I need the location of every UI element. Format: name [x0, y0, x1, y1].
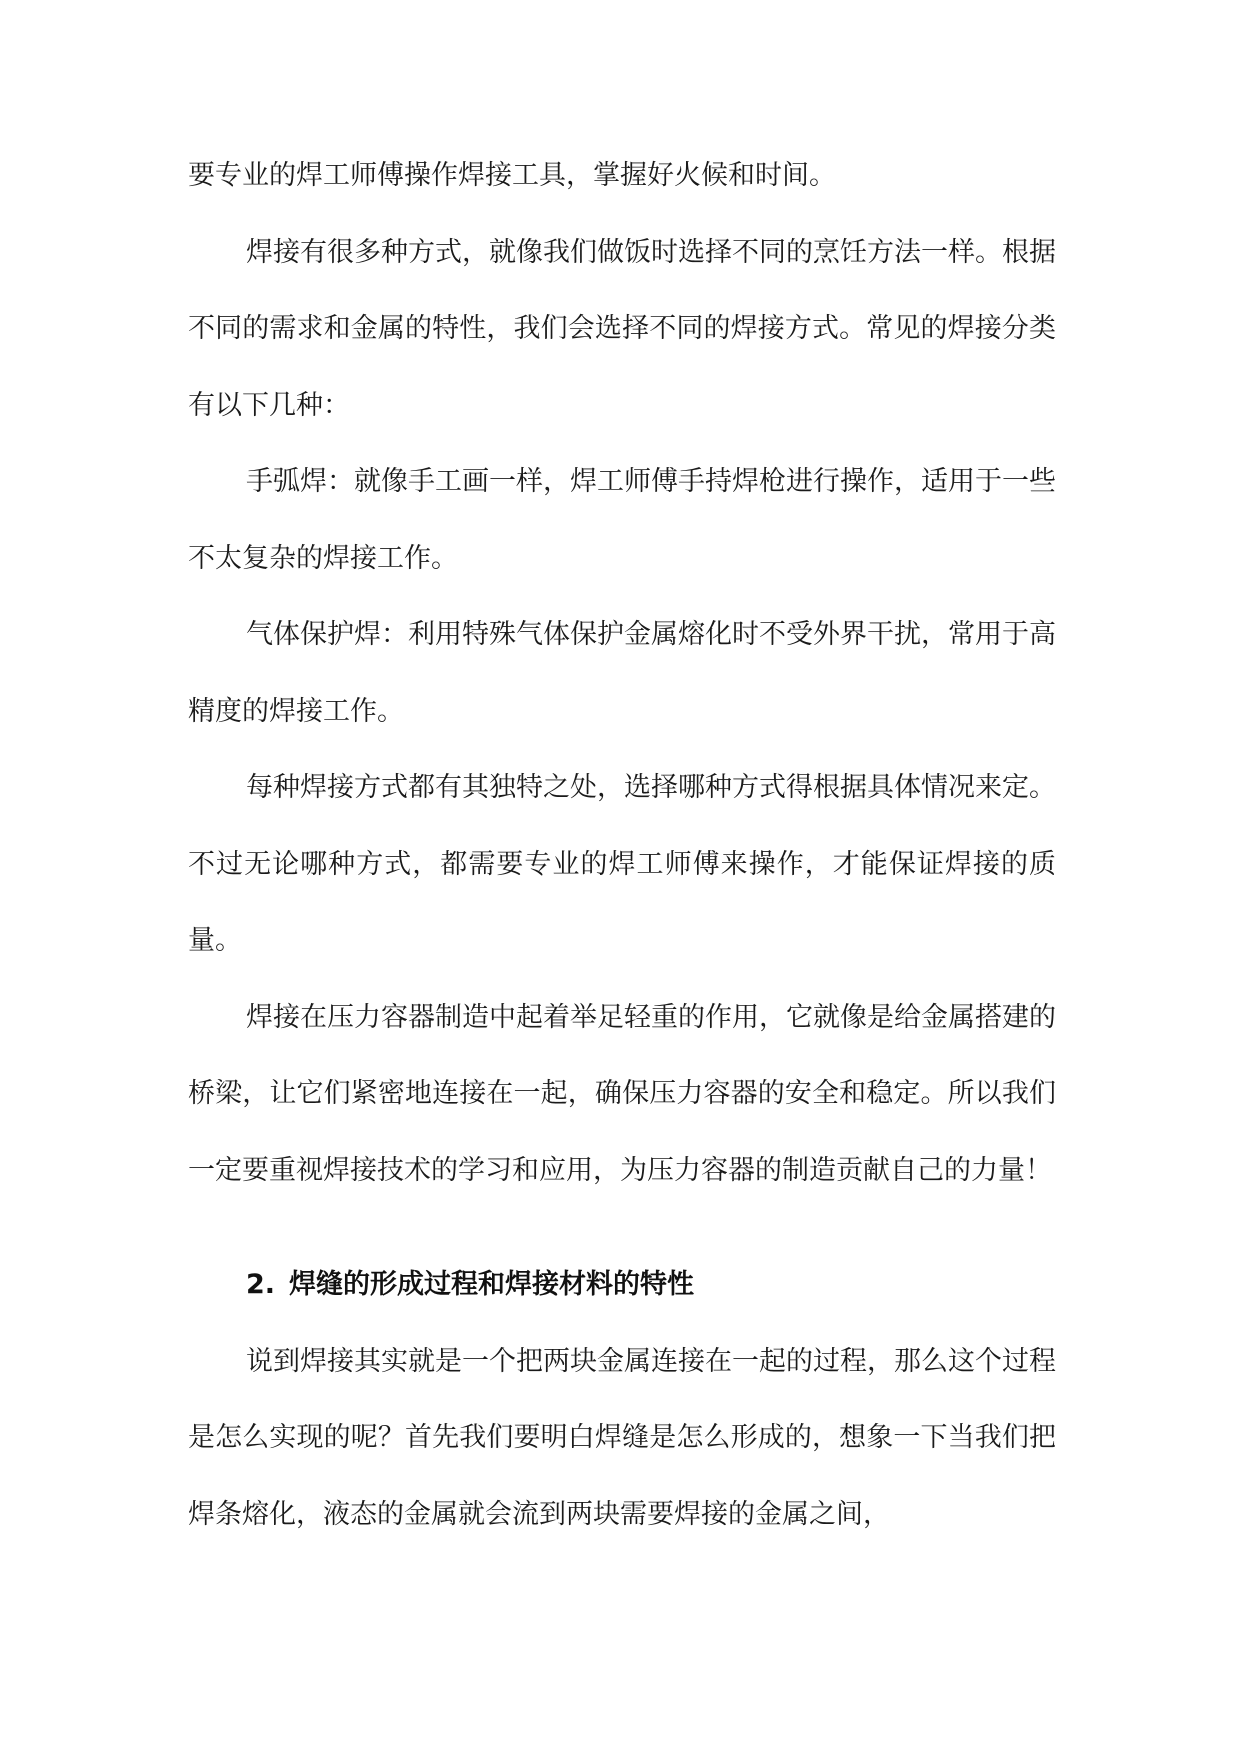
paragraph-welding-methods: 焊接有很多种方式，就像我们做饭时选择不同的烹饪方法一样。根据不同的需求和金属的特性，我们会选择不同的焊接方式。常见的焊接分类有以下几种： — [188, 236, 1056, 421]
paragraph-welding-importance: 焊接在压力容器制造中起着举足轻重的作用，它就像是给金属搭建的桥梁，让它们紧密地连接在一起，确保压力容器的安全和稳定。所以我们一定要重视焊接技术的学习和应用，为压力容器的制造贡献自己的力量！ — [188, 1001, 1056, 1186]
paragraph-continued: 要专业的焊工师傅操作焊接工具，掌握好火候和时间。 — [188, 160, 836, 191]
paragraph-gas-shielded-welding: 气体保护焊：利用特殊气体保护金属熔化时不受外界干扰，常用于高精度的焊接工作。 — [188, 619, 1056, 727]
document-body — [188, 138, 1056, 1553]
paragraph-method-choice: 每种焊接方式都有其独特之处，选择哪种方式得根据具体情况来定。不过无论哪种方式，都需要专业的焊工师傅来操作，才能保证焊接的质量。 — [188, 772, 1056, 956]
paragraph-weld-formation: 说到焊接其实就是一个把两块金属连接在一起的过程，那么这个过程是怎么实现的呢？首先我们要明白焊缝是怎么形成的，想象一下当我们把焊条熔化，液态的金属就会流到两块需要焊接的金属之间， — [188, 1345, 1056, 1530]
section-heading — [188, 1247, 1056, 1324]
paragraph-manual-arc-welding: 手弧焊：就像手工画一样，焊工师傅手持焊枪进行操作，适用于一些不太复杂的焊接工作。 — [188, 466, 1056, 574]
section-title: 焊缝的形成过程和焊接材料的特性 — [289, 1269, 695, 1300]
section-number: 2. — [246, 1269, 276, 1300]
